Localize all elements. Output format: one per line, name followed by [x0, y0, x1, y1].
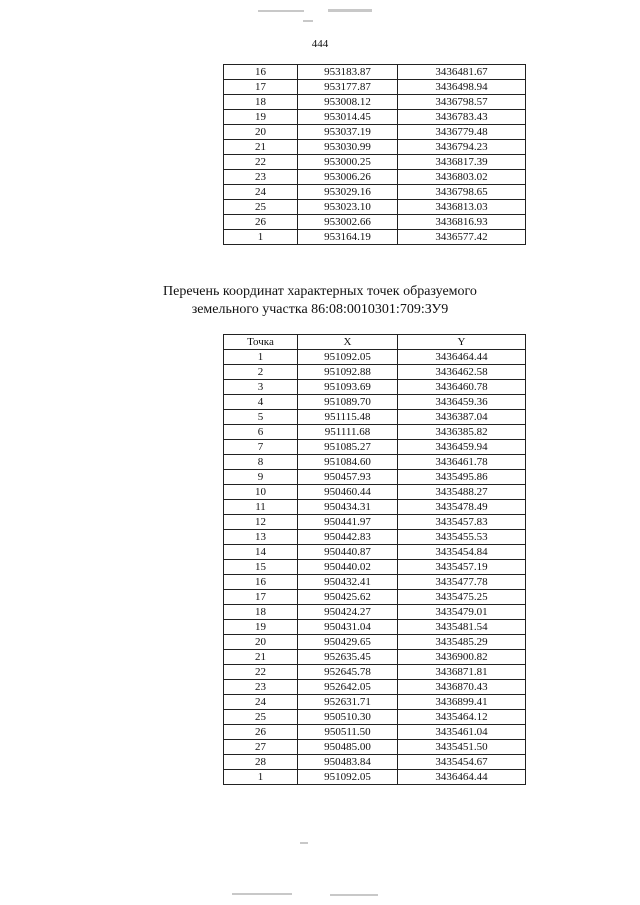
cell-x: 951092.88	[298, 365, 398, 380]
cell-y: 3435488.27	[398, 485, 526, 500]
cell-point: 18	[224, 95, 298, 110]
table-row	[224, 80, 526, 95]
cell-y: 3436798.65	[398, 185, 526, 200]
cell-y: 3436459.36	[398, 395, 526, 410]
cell-y: 3435451.50	[398, 740, 526, 755]
table-row	[224, 605, 526, 620]
section-title-line-1: Перечень координат характерных точек образуемого	[163, 284, 477, 299]
scan-artifact	[328, 9, 372, 12]
cell-point: 23	[224, 680, 298, 695]
cell-x: 950431.04	[298, 620, 398, 635]
cell-x: 950457.93	[298, 470, 398, 485]
cell-x: 951085.27	[298, 440, 398, 455]
table-row	[224, 65, 526, 80]
cell-y: 3436870.43	[398, 680, 526, 695]
table-row	[224, 95, 526, 110]
column-header-x: X	[298, 335, 398, 350]
cell-y: 3436461.78	[398, 455, 526, 470]
cell-x: 951089.70	[298, 395, 398, 410]
coordinates-table-continued	[223, 64, 526, 245]
cell-y: 3435481.54	[398, 620, 526, 635]
cell-point: 19	[224, 620, 298, 635]
table-row	[224, 425, 526, 440]
table-row	[224, 680, 526, 695]
cell-y: 3435477.78	[398, 575, 526, 590]
scan-artifact	[232, 893, 292, 895]
cell-y: 3435454.84	[398, 545, 526, 560]
table-row	[224, 410, 526, 425]
cell-point: 1	[224, 350, 298, 365]
cell-x: 951093.69	[298, 380, 398, 395]
cell-point: 6	[224, 425, 298, 440]
cell-y: 3436577.42	[398, 230, 526, 245]
scan-artifact	[300, 842, 308, 844]
cell-y: 3435475.25	[398, 590, 526, 605]
cell-y: 3435478.49	[398, 500, 526, 515]
cell-x: 950432.41	[298, 575, 398, 590]
scan-artifact	[330, 894, 378, 896]
table-row	[224, 710, 526, 725]
cell-point: 1	[224, 770, 298, 785]
cell-y: 3436460.78	[398, 380, 526, 395]
table-row	[224, 140, 526, 155]
cell-x: 952631.71	[298, 695, 398, 710]
cell-x: 953177.87	[298, 80, 398, 95]
cell-y: 3436498.94	[398, 80, 526, 95]
table-row	[224, 725, 526, 740]
table-row	[224, 575, 526, 590]
cell-y: 3436803.02	[398, 170, 526, 185]
cell-x: 951092.05	[298, 350, 398, 365]
cell-point: 5	[224, 410, 298, 425]
cell-y: 3435457.83	[398, 515, 526, 530]
table-row	[224, 650, 526, 665]
table-row	[224, 515, 526, 530]
cell-x: 953014.45	[298, 110, 398, 125]
table-row	[224, 395, 526, 410]
cell-x: 950485.00	[298, 740, 398, 755]
cell-point: 24	[224, 185, 298, 200]
cell-x: 953006.26	[298, 170, 398, 185]
table-row	[224, 200, 526, 215]
cell-point: 9	[224, 470, 298, 485]
cell-y: 3435454.67	[398, 755, 526, 770]
table-row	[224, 530, 526, 545]
cell-point: 13	[224, 530, 298, 545]
table-row	[224, 560, 526, 575]
cell-x: 950440.87	[298, 545, 398, 560]
cell-y: 3435479.01	[398, 605, 526, 620]
cell-y: 3436779.48	[398, 125, 526, 140]
cell-point: 24	[224, 695, 298, 710]
cell-x: 953023.10	[298, 200, 398, 215]
cell-x: 952642.05	[298, 680, 398, 695]
coordinates-table-zu9	[223, 334, 526, 785]
cell-point: 4	[224, 395, 298, 410]
table-row	[224, 500, 526, 515]
cell-point: 26	[224, 725, 298, 740]
cell-x: 950425.62	[298, 590, 398, 605]
cell-y: 3436798.57	[398, 95, 526, 110]
cell-point: 21	[224, 140, 298, 155]
table-row	[224, 755, 526, 770]
table-row	[224, 365, 526, 380]
table-row	[224, 545, 526, 560]
cell-y: 3435495.86	[398, 470, 526, 485]
table-row	[224, 440, 526, 455]
cell-point: 11	[224, 500, 298, 515]
page-number: 444	[311, 38, 329, 50]
cell-x: 950434.31	[298, 500, 398, 515]
table-row	[224, 170, 526, 185]
cell-y: 3436464.44	[398, 770, 526, 785]
cell-y: 3436817.39	[398, 155, 526, 170]
table-body	[224, 65, 526, 245]
cell-x: 953183.87	[298, 65, 398, 80]
cell-point: 22	[224, 665, 298, 680]
cell-x: 953008.12	[298, 95, 398, 110]
cell-point: 10	[224, 485, 298, 500]
cell-point: 12	[224, 515, 298, 530]
cell-x: 950440.02	[298, 560, 398, 575]
cell-point: 26	[224, 215, 298, 230]
cell-x: 952645.78	[298, 665, 398, 680]
cell-x: 950511.50	[298, 725, 398, 740]
cell-y: 3436783.43	[398, 110, 526, 125]
table-body	[224, 350, 526, 785]
cell-point: 16	[224, 65, 298, 80]
cell-point: 14	[224, 545, 298, 560]
table-row	[224, 740, 526, 755]
cell-y: 3435455.53	[398, 530, 526, 545]
table-row	[224, 620, 526, 635]
table-row	[224, 110, 526, 125]
cell-point: 15	[224, 560, 298, 575]
cell-y: 3436899.41	[398, 695, 526, 710]
cell-point: 7	[224, 440, 298, 455]
table-header-row	[224, 335, 526, 350]
cell-x: 951111.68	[298, 425, 398, 440]
table-row	[224, 590, 526, 605]
cell-point: 18	[224, 605, 298, 620]
section-title	[0, 283, 640, 319]
cell-point: 25	[224, 200, 298, 215]
table-row	[224, 695, 526, 710]
table-row	[224, 635, 526, 650]
cell-y: 3436387.04	[398, 410, 526, 425]
cell-x: 953164.19	[298, 230, 398, 245]
table-row	[224, 380, 526, 395]
cell-y: 3435485.29	[398, 635, 526, 650]
cell-x: 953029.16	[298, 185, 398, 200]
cell-point: 25	[224, 710, 298, 725]
scan-artifact	[258, 10, 304, 12]
table-row	[224, 155, 526, 170]
cell-y: 3436462.58	[398, 365, 526, 380]
cell-y: 3435464.12	[398, 710, 526, 725]
cell-x: 951115.48	[298, 410, 398, 425]
cell-point: 20	[224, 635, 298, 650]
cell-x: 953030.99	[298, 140, 398, 155]
cell-point: 22	[224, 155, 298, 170]
table-row	[224, 230, 526, 245]
cell-point: 21	[224, 650, 298, 665]
cell-y: 3436816.93	[398, 215, 526, 230]
cell-point: 27	[224, 740, 298, 755]
cell-y: 3436900.82	[398, 650, 526, 665]
cell-x: 950429.65	[298, 635, 398, 650]
cell-x: 953037.19	[298, 125, 398, 140]
cell-y: 3436871.81	[398, 665, 526, 680]
cell-x: 953002.66	[298, 215, 398, 230]
cell-point: 3	[224, 380, 298, 395]
cell-point: 17	[224, 590, 298, 605]
table-row	[224, 125, 526, 140]
cell-x: 951084.60	[298, 455, 398, 470]
cell-x: 950441.97	[298, 515, 398, 530]
table-row	[224, 665, 526, 680]
cell-point: 23	[224, 170, 298, 185]
cell-y: 3436459.94	[398, 440, 526, 455]
cell-point: 17	[224, 80, 298, 95]
table-row	[224, 470, 526, 485]
cell-x: 951092.05	[298, 770, 398, 785]
cell-point: 2	[224, 365, 298, 380]
table-row	[224, 215, 526, 230]
cell-y: 3436794.23	[398, 140, 526, 155]
column-header-point: Точка	[224, 335, 298, 350]
cell-point: 16	[224, 575, 298, 590]
cell-x: 950424.27	[298, 605, 398, 620]
cell-y: 3436464.44	[398, 350, 526, 365]
table-row	[224, 455, 526, 470]
cell-point: 8	[224, 455, 298, 470]
column-header-y: Y	[398, 335, 526, 350]
section-title-line-2: земельного участка 86:08:0010301:709:ЗУ9	[191, 302, 449, 317]
cell-y: 3435457.19	[398, 560, 526, 575]
cell-x: 950483.84	[298, 755, 398, 770]
cell-point: 20	[224, 125, 298, 140]
cell-point: 28	[224, 755, 298, 770]
cell-x: 952635.45	[298, 650, 398, 665]
cell-point: 19	[224, 110, 298, 125]
table-row	[224, 485, 526, 500]
cell-y: 3435461.04	[398, 725, 526, 740]
cell-y: 3436385.82	[398, 425, 526, 440]
table-row	[224, 350, 526, 365]
cell-x: 950442.83	[298, 530, 398, 545]
cell-y: 3436813.03	[398, 200, 526, 215]
cell-x: 953000.25	[298, 155, 398, 170]
cell-point: 1	[224, 230, 298, 245]
cell-y: 3436481.67	[398, 65, 526, 80]
table-row	[224, 770, 526, 785]
cell-x: 950460.44	[298, 485, 398, 500]
cell-x: 950510.30	[298, 710, 398, 725]
table-row	[224, 185, 526, 200]
scan-artifact	[303, 20, 313, 22]
